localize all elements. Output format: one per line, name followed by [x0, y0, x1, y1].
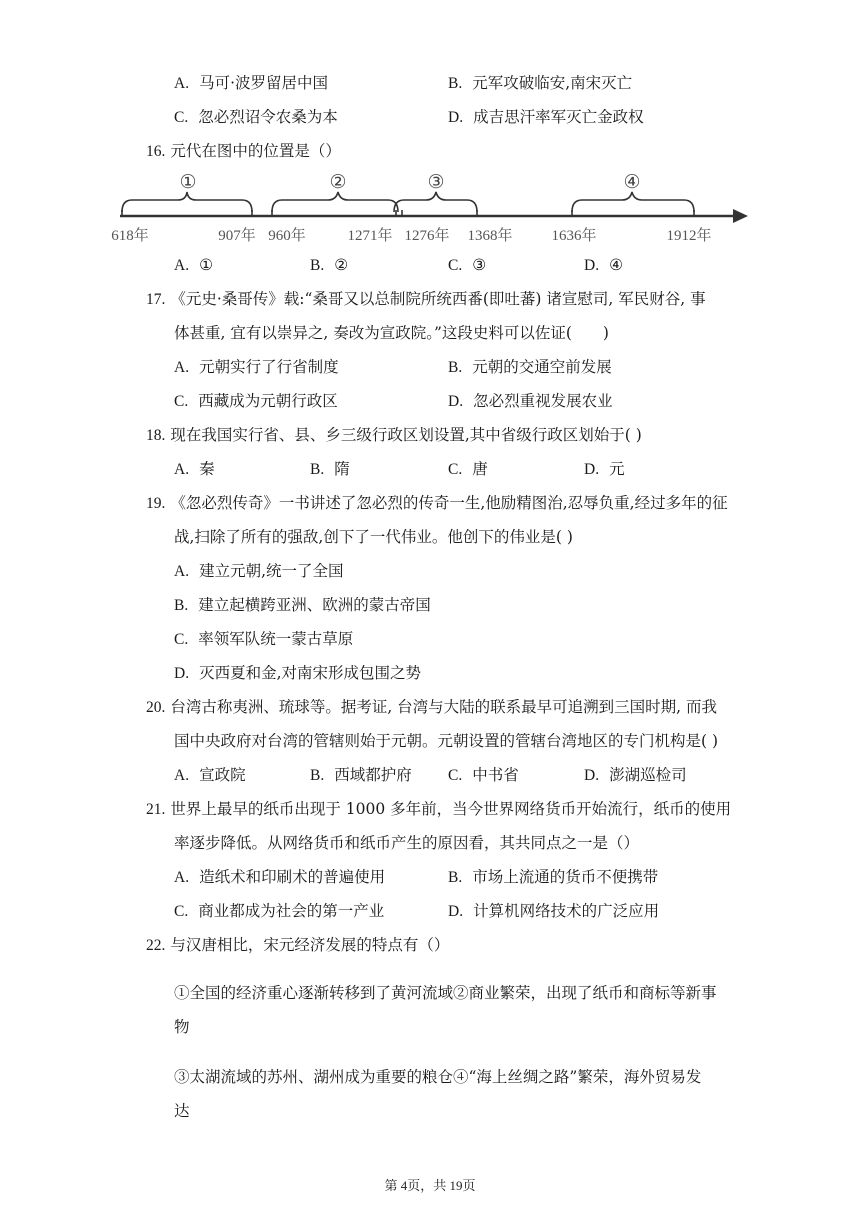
year-label-1276: 1276年 — [404, 228, 450, 244]
option-label: C. — [174, 903, 189, 920]
year-label-1368: 1368年 — [467, 228, 513, 244]
q18-option-a[interactable] — [174, 458, 215, 481]
question-number: 18. — [146, 427, 166, 444]
option-text: 市场上流通的货币不便携带 — [472, 868, 659, 886]
question-text: 与汉唐相比，宋元经济发展的特点有（） — [170, 936, 450, 954]
question-number: 17. — [146, 291, 166, 308]
option-text: 计算机网络技术的广泛应用 — [473, 902, 660, 920]
brace-label-2: ② — [329, 172, 347, 193]
brace-3 — [394, 192, 477, 212]
option-label: C. — [174, 631, 189, 648]
option-text: 建立起横跨亚洲、欧洲的蒙古帝国 — [198, 596, 431, 614]
q16-option-c[interactable] — [448, 254, 486, 277]
option-text: 造纸术和印刷术的普遍使用 — [199, 868, 386, 886]
option-label: A. — [174, 869, 190, 886]
option-text: 率领军队统一蒙古草原 — [198, 630, 354, 648]
q16-option-a[interactable] — [174, 254, 213, 277]
question-text: 《元史·桑哥传》载:“桑哥又以总制院所统西番(即吐蕃) 诸宣慰司, 军民财谷, 事 — [170, 290, 706, 308]
brace-4 — [572, 192, 694, 212]
q19-option-b[interactable] — [174, 594, 431, 617]
year-label-960: 960年 — [268, 228, 306, 244]
option-label: A. — [174, 257, 190, 274]
q19-option-a[interactable] — [174, 560, 344, 583]
q22-item-line4: 达 — [174, 1102, 190, 1120]
q19-option-d[interactable] — [174, 662, 421, 685]
q21-option-b[interactable] — [448, 866, 658, 889]
option-text: 商业都成为社会的第一产业 — [198, 902, 385, 920]
q18-option-c[interactable] — [448, 458, 488, 481]
option-label: C. — [174, 393, 189, 410]
option-text: 中书省 — [472, 766, 519, 784]
q21-option-c[interactable] — [174, 900, 384, 923]
q20-option-a[interactable] — [174, 764, 246, 787]
q17-option-c[interactable] — [174, 390, 338, 413]
option-label: B. — [174, 597, 189, 614]
brace-2 — [272, 192, 398, 212]
q17-option-a[interactable] — [174, 356, 339, 379]
option-text: 元朝实行了行省制度 — [199, 358, 339, 376]
q20-stem-line1 — [146, 696, 717, 719]
q22-item-line3: ③太湖流域的苏州、湖州成为重要的粮仓④“海上丝绸之路”繁荣，海外贸易发 — [174, 1068, 702, 1086]
option-label: D. — [448, 393, 464, 410]
q18-option-b[interactable] — [310, 458, 350, 481]
q20-option-d[interactable] — [584, 764, 687, 787]
option-text: 隋 — [334, 460, 350, 478]
question-number: 21. — [146, 801, 166, 818]
option-text: 成吉思汗率军灭亡金政权 — [473, 108, 644, 126]
q17-stem-line1 — [146, 288, 706, 311]
q22-item-line1: ①全国的经济重心逐渐转移到了黄河流域②商业繁荣，出现了纸币和商标等新事 — [174, 984, 717, 1002]
page-footer: 第 4页，共 19页 — [384, 1178, 476, 1193]
option-text: 忽必烈重视发展农业 — [473, 392, 613, 410]
option-label: B. — [448, 359, 463, 376]
option-label: B. — [310, 257, 325, 274]
brace-1 — [122, 192, 252, 212]
year-label-1636: 1636年 — [551, 228, 597, 244]
option-label: D. — [174, 665, 190, 682]
q22-stem — [146, 934, 449, 957]
brace-label-3: ③ — [427, 172, 445, 193]
timeline-diagram — [100, 160, 760, 250]
option-label: C. — [174, 109, 189, 126]
option-label: A. — [174, 461, 190, 478]
option-label: C. — [448, 767, 463, 784]
q15-option-a[interactable] — [174, 72, 328, 95]
option-text: ③ — [472, 256, 487, 274]
q16-option-b[interactable] — [310, 254, 348, 277]
q16-option-d[interactable] — [584, 254, 623, 277]
q17-stem-line2: 体甚重, 宜有以崇异之, 奏改为宣政院。”这段史料可以佐证( ) — [174, 324, 609, 342]
year-label-1271: 1271年 — [347, 228, 393, 244]
option-label: B. — [310, 461, 325, 478]
question-text: 世界上最早的纸币出现于 1000 多年前，当今世界网络货币开始流行，纸币的使用 — [170, 800, 732, 818]
question-text: 台湾古称夷洲、琉球等。据考证, 台湾与大陆的联系最早可追溯到三国时期, 而我 — [170, 698, 718, 716]
question-number: 16. — [146, 143, 166, 160]
option-label: A. — [174, 563, 190, 580]
q20-option-b[interactable] — [310, 764, 412, 787]
q19-option-c[interactable] — [174, 628, 353, 651]
option-text: 灭西夏和金,对南宋形成包围之势 — [199, 664, 422, 682]
question-number: 22. — [146, 937, 166, 954]
question-text: 元代在图中的位置是（） — [170, 142, 341, 160]
option-text: 元 — [609, 460, 625, 478]
timeline-arrow — [733, 209, 748, 223]
brace-label-1: ① — [179, 172, 197, 193]
option-label: D. — [448, 109, 464, 126]
option-text: 唐 — [472, 460, 488, 478]
option-label: A. — [174, 767, 190, 784]
option-label: C. — [448, 461, 463, 478]
question-text: 《忽必烈传奇》一书讲述了忽必烈的传奇一生,他励精图治,忍辱负重,经过多年的征 — [170, 494, 728, 512]
q22-item-line2: 物 — [174, 1018, 190, 1036]
year-label-618: 618年 — [111, 228, 149, 244]
option-label: D. — [584, 767, 600, 784]
option-label: D. — [584, 461, 600, 478]
q21-option-a[interactable] — [174, 866, 385, 889]
option-text: 忽必烈诏令农桑为本 — [198, 108, 338, 126]
q19-stem-line2: 战,扫除了所有的强敌,创下了一代伟业。他创下的伟业是( ) — [174, 528, 573, 546]
option-label: B. — [448, 75, 463, 92]
q20-stem-line2: 国中央政府对台湾的管辖则始于元朝。元朝设置的管辖台湾地区的专门机构是( ) — [174, 732, 719, 750]
option-text: 秦 — [199, 460, 215, 478]
option-label: D. — [584, 257, 600, 274]
q15-option-b[interactable] — [448, 72, 632, 95]
q18-stem — [146, 424, 642, 447]
q21-stem-line1 — [146, 798, 731, 821]
q18-option-d[interactable] — [584, 458, 625, 481]
question-number: 19. — [146, 495, 166, 512]
option-label: D. — [448, 903, 464, 920]
option-label: B. — [310, 767, 325, 784]
option-text: ① — [199, 256, 213, 274]
option-text: 元朝的交通空前发展 — [472, 358, 612, 376]
q20-option-c[interactable] — [448, 764, 519, 787]
option-text: ② — [334, 256, 349, 274]
q19-stem-line1 — [146, 492, 728, 515]
option-text: 西域都护府 — [334, 766, 412, 784]
q15-option-d[interactable] — [448, 106, 644, 129]
q17-option-d[interactable] — [448, 390, 613, 413]
option-text: 建立元朝,统一了全国 — [199, 562, 344, 580]
option-label: C. — [448, 257, 463, 274]
option-text: 元军攻破临安,南宋灭亡 — [472, 74, 633, 92]
brace-label-4: ④ — [623, 172, 641, 193]
q21-option-d[interactable] — [448, 900, 659, 923]
question-text: 现在我国实行省、县、乡三级行政区划设置,其中省级行政区划始于( ) — [170, 426, 642, 444]
option-label: A. — [174, 75, 190, 92]
option-label: A. — [174, 359, 190, 376]
option-text: 澎湖巡检司 — [609, 766, 687, 784]
year-label-1912: 1912年 — [666, 228, 712, 244]
q17-option-b[interactable] — [448, 356, 612, 379]
option-label: B. — [448, 869, 463, 886]
year-label-907: 907年 — [218, 228, 256, 244]
question-number: 20. — [146, 699, 166, 716]
option-text: ④ — [609, 256, 623, 274]
option-text: 宣政院 — [199, 766, 246, 784]
q15-option-c[interactable] — [174, 106, 338, 129]
option-text: 西藏成为元朝行政区 — [198, 392, 338, 410]
option-text: 马可·波罗留居中国 — [199, 74, 329, 92]
q21-stem-line2: 率逐步降低。从网络货币和纸币产生的原因看，其共同点之一是（） — [174, 834, 640, 852]
